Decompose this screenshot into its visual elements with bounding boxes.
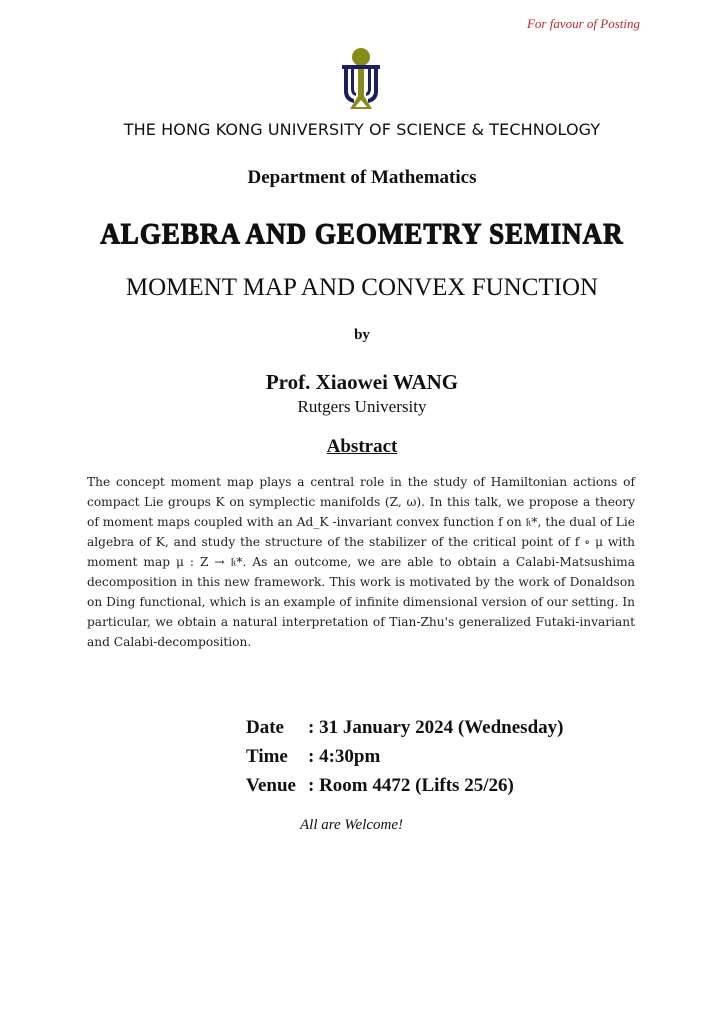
date-row bbox=[246, 713, 563, 742]
welcome-note: All are Welcome! bbox=[300, 817, 404, 833]
time-row bbox=[246, 742, 563, 771]
venue-row bbox=[246, 771, 563, 800]
venue-label: Venue bbox=[246, 775, 296, 796]
talk-title: MOMENT MAP AND CONVEX FUNCTION bbox=[125, 274, 599, 301]
department-name: Department of Mathematics bbox=[247, 167, 477, 188]
posting-note: For favour of Posting bbox=[526, 16, 640, 31]
time-value: : 4:30pm bbox=[308, 746, 381, 767]
by-label: by bbox=[354, 327, 370, 343]
date-value: : 31 January 2024 (Wednesday) bbox=[308, 717, 564, 738]
speaker-affiliation: Rutgers University bbox=[297, 397, 427, 416]
university-name: THE HONG KONG UNIVERSITY OF SCIENCE & TECHNOLOGY bbox=[123, 120, 601, 139]
venue-value: : Room 4472 (Lifts 25/26) bbox=[308, 775, 514, 796]
abstract-text: The concept moment map plays a central role in the study of Hamiltonian actions of compact Lie groups K on symplectic manifolds (Z, ω). In this talk, we propose a theory of moment maps coupled with an Ad_K -invariant convex function f on 𝔨*, the dual of Lie algebra of K, and study the structure of the stabilizer of the critical point of f ∘ μ with moment map μ : Z → 𝔨*. As an outcome, we are able to obtain a Calabi-Matsushima decomposition in this new framework. This work is motivated by the work of Donaldson on Ding functional, which is an example of infinite dimensional version of our setting. In particular, we obtain a natural interpretation of Tian-Zhu's generalized Futaki-invariant and Calabi-decomposition. bbox=[87, 475, 635, 649]
seminar-series-title: ALGEBRA AND GEOMETRY SEMINAR bbox=[100, 217, 624, 251]
abstract-heading: Abstract bbox=[326, 436, 398, 457]
speaker-name: Prof. Xiaowei WANG bbox=[265, 370, 459, 394]
date-label: Date bbox=[246, 717, 284, 738]
time-label: Time bbox=[246, 746, 288, 767]
hkust-logo-icon bbox=[340, 46, 382, 112]
event-details bbox=[246, 713, 563, 800]
